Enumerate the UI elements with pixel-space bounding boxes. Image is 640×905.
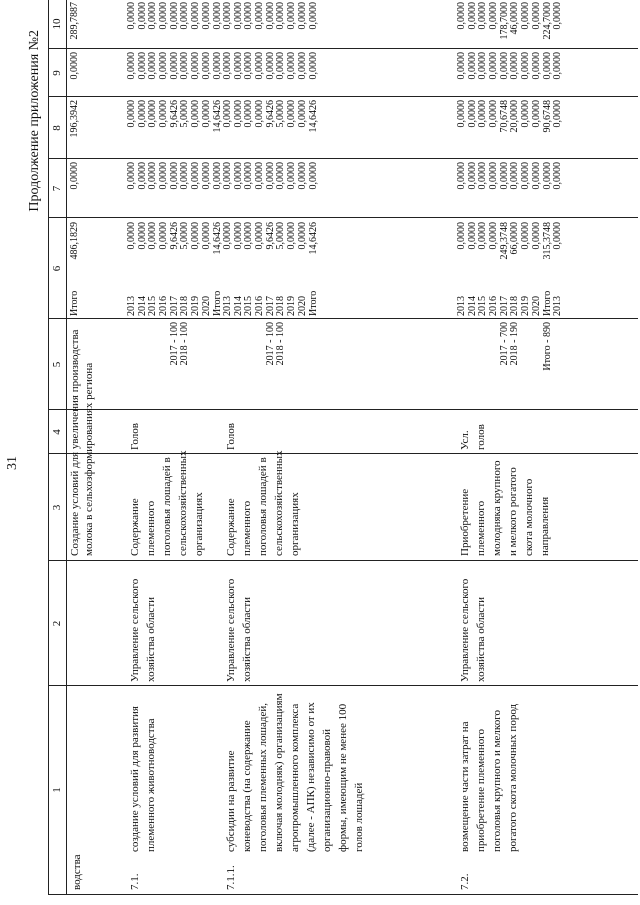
header-col-1: 1 [51, 787, 63, 793]
values-col-9: 0,0000 0,0000 0,0000 0,0000 0,0000 0,0000 0,0000 0,0000 0,0000 0,0000 [456, 52, 564, 80]
executor: Управление сельского хозяйства области [459, 578, 487, 682]
col-sep [49, 318, 638, 319]
col-sep [49, 217, 638, 218]
values-col-8: 0,0000 0,0000 0,0000 0,0000 9,6426 5,0000 0,0000 0,0000 14,6426 [126, 100, 223, 133]
header-col-5: 5 [51, 361, 63, 368]
values-col-9: 0,0000 0,0000 0,0000 0,0000 0,0000 0,0000 0,0000 0,0000 0,0000 [222, 52, 319, 80]
targets-col: 2017 - 100 2018 - 100 [168, 322, 191, 366]
header-col-8: 8 [51, 125, 63, 131]
unit: Усл. голов [459, 424, 487, 450]
values-col-6: 0,0000 0,0000 0,0000 0,0000 9,6426 5,0000 0,0000 0,0000 14,6426 [126, 222, 223, 255]
values-col-8: 0,0000 0,0000 0,0000 0,0000 9,6426 5,0000 0,0000 0,0000 14,6426 [222, 100, 319, 133]
years-col: 2013 2014 2015 2016 2017 2018 2019 2020 Итого [222, 290, 319, 316]
section-title: Создание условий для увеличения производства молока в сельхозформированиях региона [69, 329, 95, 556]
values-col-10: 0,0000 0,0000 0,0000 0,0000 178,7000 46,0000 0,0000 0,0000 224,7000 0,0000 [456, 2, 564, 40]
indicator: Приобретение племенного молодняка крупного и мелкого рогатого скота молочного направления [459, 460, 551, 556]
page-number: 31 [5, 456, 20, 470]
values-col-6: 0,0000 0,0000 0,0000 0,0000 9,6426 5,0000 0,0000 0,0000 14,6426 [222, 222, 319, 255]
values-col-9: 0,0000 0,0000 0,0000 0,0000 0,0000 0,0000 0,0000 0,0000 0,0000 [126, 52, 223, 80]
executor: Управление сельского хозяйства области [129, 578, 157, 682]
values-col-8: 0,0000 0,0000 0,0000 0,0000 70,6748 20,0000 0,0000 0,0000 90,6748 0,0000 [456, 100, 564, 133]
unit: Голов [129, 423, 141, 450]
carry-over-label: водства [71, 854, 83, 890]
years-col: 2013 2014 2015 2016 2017 2018 2019 2020 Итого 2013 [456, 290, 564, 316]
row-number: 7.1. [129, 873, 141, 890]
carry-over-v10: 289,7887 [69, 2, 80, 40]
budget-table [48, 0, 638, 895]
executor: Управление сельского хозяйства области [225, 578, 253, 682]
years-col: 2013 2014 2015 2016 2017 2018 2019 2020 Итого [126, 290, 223, 316]
indicator: Содержание племенного поголовья лошадей в сельскохозяйственных организациях [225, 450, 301, 556]
row-number: 7.1.1. [225, 865, 237, 890]
col-sep [49, 158, 638, 159]
col-sep [49, 96, 638, 97]
values-col-10: 0,0000 0,0000 0,0000 0,0000 0,0000 0,0000 0,0000 0,0000 0,0000 [126, 2, 223, 30]
carry-over-v8: 196,3942 [69, 100, 80, 138]
header-col-4: 4 [51, 429, 63, 435]
carry-over-v7: 0,0000 [69, 162, 80, 190]
col-sep [49, 685, 638, 686]
unit: Голов [225, 423, 237, 450]
indicator: Содержание племенного поголовья лошадей в сельскохозяйственных организациях [129, 450, 205, 556]
measure-name: создание условий для развития племенного животноводства [129, 706, 157, 852]
carry-over-year: Итого [69, 290, 80, 316]
header-col-6: 6 [51, 265, 63, 272]
values-col-7: 0,0000 0,0000 0,0000 0,0000 0,0000 0,0000 0,0000 0,0000 0,0000 [126, 162, 223, 190]
header-col-2: 2 [51, 620, 63, 627]
appendix-title: Продолжение приложения №2 [27, 30, 42, 212]
values-col-7: 0,0000 0,0000 0,0000 0,0000 0,0000 0,0000 0,0000 0,0000 0,0000 0,0000 [456, 162, 564, 190]
measure-name: субсидии на развитие коневодства (на содержание поголовья племенных лошадей, включая молодняк) организациям агропромышленного комплекса (далее - АПК) независимо от их организационно-правовой формы, имеющим не менее 100 голов лошадей [225, 693, 365, 852]
col-sep [49, 453, 638, 454]
header-col-10: 10 [51, 18, 63, 30]
col-sep [49, 48, 638, 49]
values-col-6: 0,0000 0,0000 0,0000 0,0000 249,3748 66,0000 0,0000 0,0000 315,3748 0,0000 [456, 222, 564, 260]
values-col-10: 0,0000 0,0000 0,0000 0,0000 0,0000 0,0000 0,0000 0,0000 0,0000 [222, 2, 319, 30]
row-number: 7.2. [459, 873, 471, 890]
header-rule [66, 0, 67, 894]
targets-col: 2017 - 700 2018 - 190 Итого - 890 [498, 322, 553, 371]
header-col-9: 9 [51, 70, 63, 76]
col-sep [49, 560, 638, 561]
carry-over-v6: 486,1829 [69, 222, 80, 260]
values-col-7: 0,0000 0,0000 0,0000 0,0000 0,0000 0,0000 0,0000 0,0000 0,0000 [222, 162, 319, 190]
measure-name: возмещение части затрат на приобретение племенного поголовья крупного и мелкого рогатого скота молочных пород [459, 703, 519, 852]
header-col-7: 7 [51, 185, 63, 192]
targets-col: 2017 - 100 2018 - 100 [264, 322, 287, 366]
header-col-3: 3 [51, 504, 63, 511]
carry-over-v9: 0,0000 [69, 52, 80, 80]
